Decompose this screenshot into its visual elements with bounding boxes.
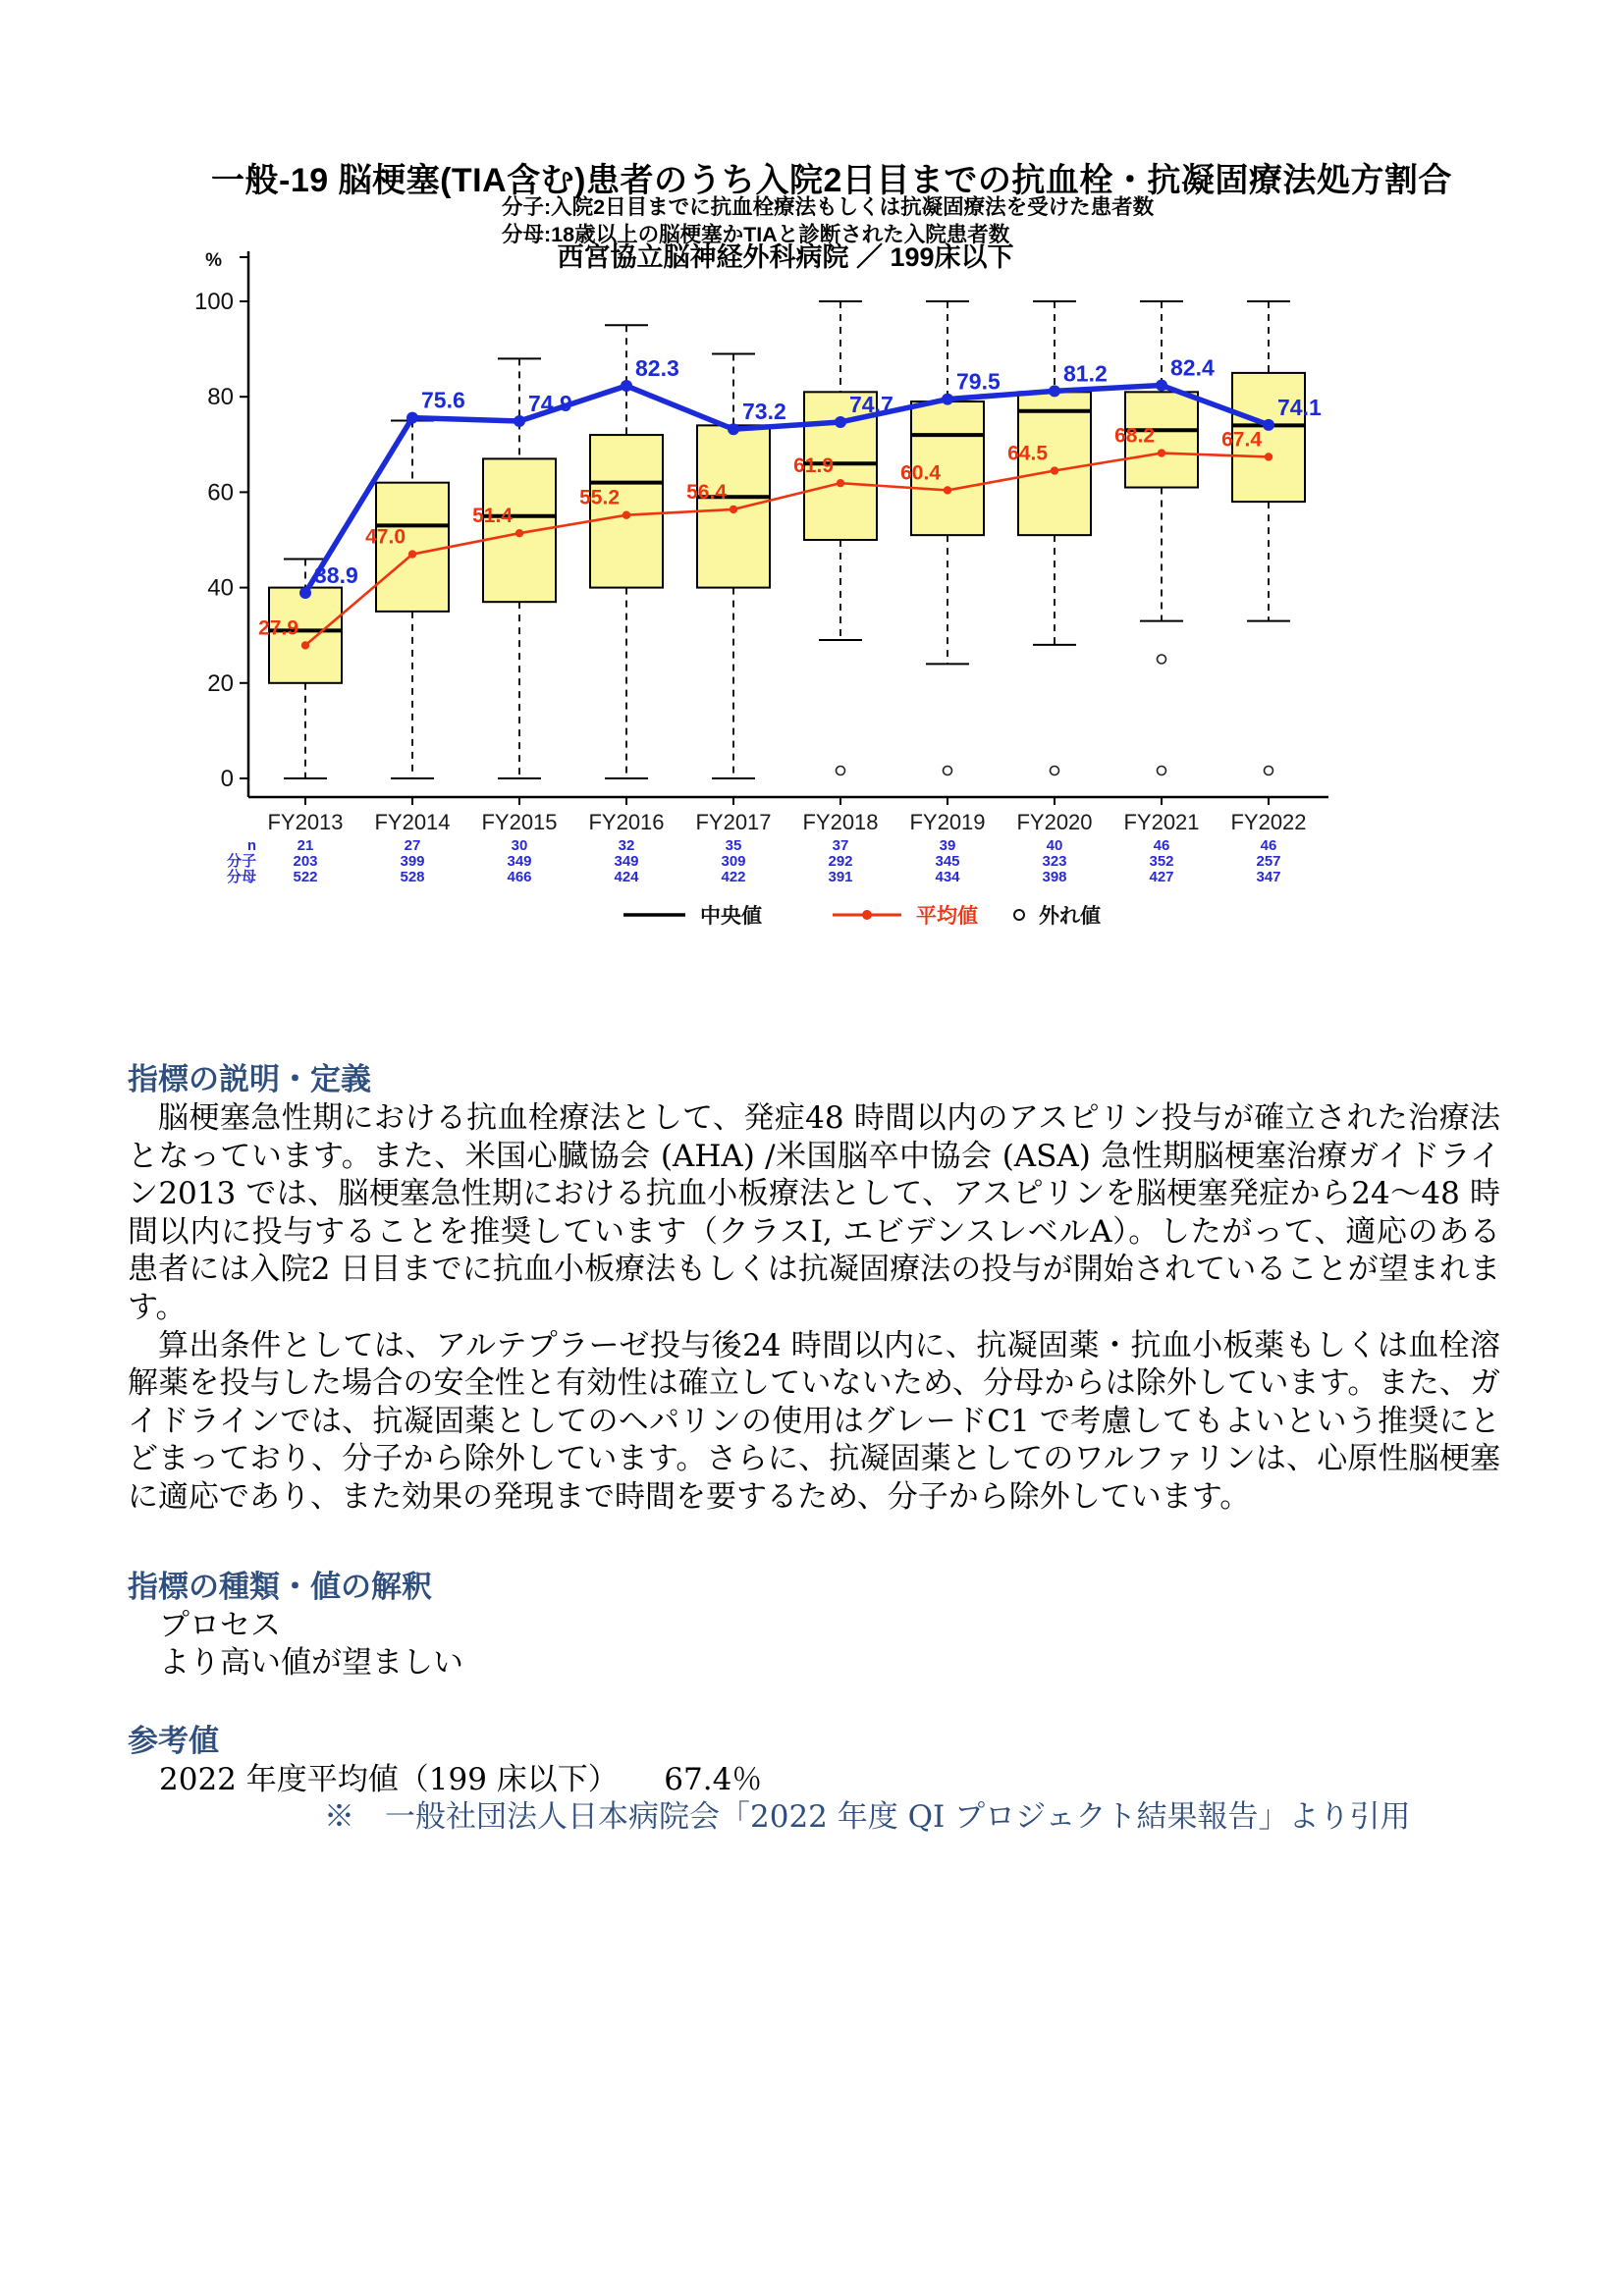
svg-text:434: 434 (935, 869, 960, 885)
svg-text:FY2022: FY2022 (1230, 810, 1307, 834)
svg-text:FY2018: FY2018 (802, 810, 879, 834)
svg-text:203: 203 (293, 853, 318, 870)
reference-citation: ※ 一般社団法人日本病院会「2022 年度 QI プロジェクト結果報告」より引用 (324, 1799, 1411, 1836)
svg-text:81.2: 81.2 (1063, 360, 1108, 387)
svg-text:60.4: 60.4 (900, 461, 941, 485)
svg-text:30: 30 (511, 837, 528, 854)
svg-text:79.5: 79.5 (956, 368, 1001, 395)
svg-text:56.4: 56.4 (686, 480, 727, 504)
svg-text:82.3: 82.3 (635, 355, 679, 382)
svg-text:466: 466 (507, 869, 532, 885)
svg-text:347: 347 (1256, 869, 1281, 885)
svg-text:424: 424 (614, 869, 639, 885)
svg-text:398: 398 (1042, 869, 1067, 885)
numerator-note: 分子:入院2日目までに抗血栓療法もしくは抗凝固療法を受けた患者数 (502, 195, 1155, 219)
svg-text:46: 46 (1260, 837, 1277, 854)
svg-text:399: 399 (400, 853, 425, 870)
svg-text:46: 46 (1153, 837, 1170, 854)
svg-text:60: 60 (207, 479, 234, 507)
svg-text:292: 292 (828, 853, 853, 870)
svg-text:349: 349 (507, 853, 532, 870)
svg-text:FY2014: FY2014 (374, 810, 451, 834)
svg-text:38.9: 38.9 (314, 561, 358, 588)
svg-text:47.0: 47.0 (365, 525, 406, 549)
svg-text:73.2: 73.2 (742, 399, 786, 425)
reference-value: 2022 年度平均値（199 床以下） 67.4％ (159, 1761, 763, 1797)
svg-text:82.4: 82.4 (1170, 354, 1215, 381)
svg-text:39: 39 (939, 837, 956, 854)
body-text (128, 1060, 1500, 1837)
definition-paragraph-2: 算出条件としては、アルテプラーゼ投与後24 時間以内に、抗凝固薬・抗血小板薬もしくは血栓溶解薬を投与した場合の安全性と有効性は確立していないため、分母からは除外しています。また、ガイドラインでは、抗凝固薬としてのヘパリンの使用はグレードC1 で考慮してもよいという推奨にとどまっており、分子から除外しています。さらに、抗凝固薬としてのワルファリンは、心原性脳梗塞に適応であり、また効果の発現まで時間を要するため、分子から除外しています。 (128, 1327, 1500, 1515)
svg-text:309: 309 (721, 853, 746, 870)
svg-text:中央値: 中央値 (700, 905, 762, 928)
section-heading-definition: 指標の説明・定義 (128, 1062, 371, 1096)
svg-text:FY2019: FY2019 (909, 810, 986, 834)
svg-text:40: 40 (1046, 837, 1063, 854)
svg-text:74.7: 74.7 (849, 391, 893, 417)
svg-text:平均値: 平均値 (916, 905, 978, 928)
svg-text:n: n (246, 837, 256, 854)
qi-boxplot-chart (189, 243, 1407, 950)
svg-text:40: 40 (207, 574, 234, 602)
svg-text:0: 0 (220, 766, 234, 792)
svg-text:257: 257 (1256, 853, 1281, 870)
svg-text:FY2015: FY2015 (481, 810, 558, 834)
svg-text:74.9: 74.9 (528, 390, 572, 416)
svg-text:67.4: 67.4 (1221, 428, 1262, 452)
chart-title: 西宮協立脳神経外科病院 ／ 199床以下 (557, 242, 1014, 272)
indicator-type: プロセス (159, 1607, 281, 1643)
svg-text:422: 422 (721, 869, 746, 885)
section-heading-interpretation: 指標の種類・値の解釈 (128, 1569, 432, 1604)
svg-text:分母: 分母 (226, 869, 256, 885)
svg-text:522: 522 (293, 869, 318, 885)
svg-text:345: 345 (935, 853, 960, 870)
definition-paragraph-1: 脳梗塞急性期における抗血栓療法として、発症48 時間以内のアスピリン投与が確立された治療法となっています。また、米国心臓協会 (AHA) /米国脳卒中協会 (ASA) 急性期脳梗塞治療ガイドライン2013 では、脳梗塞急性期における抗血小板療法として、アスピリンを脳梗塞発症から24～48 時間以内に投与することを推奨しています（クラスI, エビデンスレベルA）。したがって、適応のある患者には入院2 日目までに抗血小板療法もしくは抗凝固療法の投与が開始されていることが望まれます。 (128, 1100, 1500, 1325)
svg-text:分子: 分子 (226, 853, 256, 870)
svg-text:35: 35 (725, 837, 742, 854)
svg-text:68.2: 68.2 (1114, 424, 1155, 448)
section-heading-reference: 参考値 (128, 1723, 219, 1758)
svg-text:55.2: 55.2 (579, 486, 620, 509)
svg-text:64.5: 64.5 (1007, 442, 1048, 465)
svg-text:74.1: 74.1 (1277, 394, 1322, 420)
svg-text:FY2017: FY2017 (695, 810, 772, 834)
document-title: 一般-19 脳梗塞(TIA含む)患者のうち入院2日目までの抗血栓・抗凝固療法処方割合 (211, 162, 1452, 199)
svg-text:80: 80 (207, 384, 234, 411)
svg-text:100: 100 (193, 289, 234, 315)
svg-text:FY2016: FY2016 (588, 810, 665, 834)
denominator-note: 分母:18歳以上の脳梗塞かTIAと診断された入院患者数 (502, 222, 1010, 246)
indicator-direction: より高い値が望ましい (159, 1645, 463, 1682)
svg-text:27.9: 27.9 (258, 616, 298, 640)
svg-text:27: 27 (404, 837, 421, 854)
svg-text:427: 427 (1149, 869, 1174, 885)
svg-text:FY2021: FY2021 (1123, 810, 1200, 834)
svg-text:20: 20 (207, 669, 234, 697)
svg-text:352: 352 (1149, 853, 1174, 870)
svg-text:75.6: 75.6 (421, 387, 465, 413)
svg-text:37: 37 (832, 837, 849, 854)
svg-text:FY2013: FY2013 (267, 810, 344, 834)
boxplot-line-chart-canvas (189, 243, 1407, 950)
svg-text:外れ値: 外れ値 (1039, 905, 1101, 928)
svg-text:51.4: 51.4 (472, 505, 513, 528)
svg-text:323: 323 (1042, 853, 1067, 870)
svg-text:FY2020: FY2020 (1016, 810, 1093, 834)
svg-text:61.9: 61.9 (793, 454, 834, 478)
svg-text:349: 349 (614, 853, 639, 870)
svg-text:528: 528 (400, 869, 425, 885)
svg-text:391: 391 (828, 869, 853, 885)
svg-text:32: 32 (618, 837, 635, 854)
svg-text:%: % (205, 250, 222, 271)
svg-text:21: 21 (297, 837, 314, 854)
